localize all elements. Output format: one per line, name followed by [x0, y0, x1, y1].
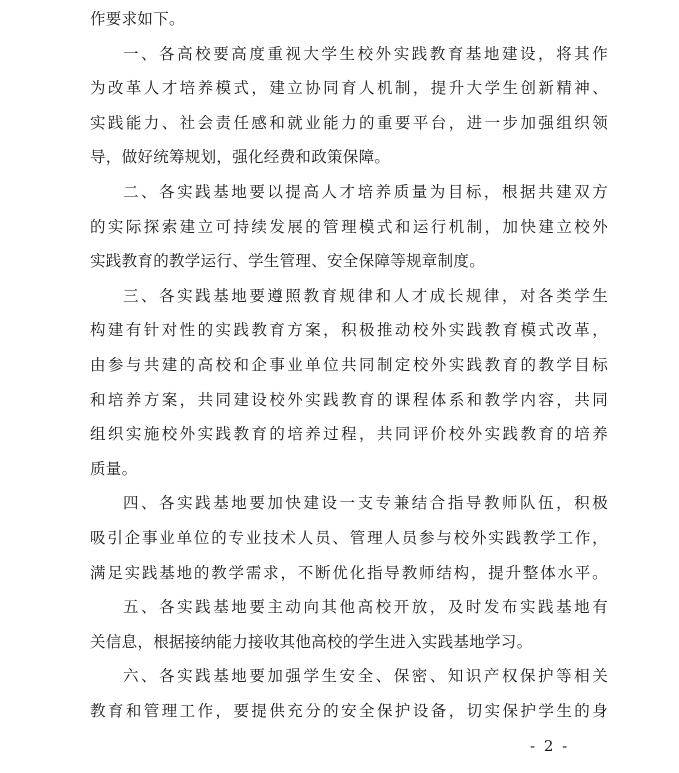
paragraph-5-line-1: 五、各实践基地要主动向其他高校开放，及时发布实践基地有	[123, 598, 608, 617]
paragraph-2-line-1: 二、各实践基地要以提高人才培养质量为目标，根据共建双方	[123, 182, 608, 201]
paragraph-3-line-2: 构建有针对性的实践教育方案，积极推动校外实践教育模式改革，	[90, 321, 608, 340]
paragraph-1-line-4: 导，做好统筹规划，强化经费和政策保障。	[90, 148, 391, 167]
paragraph-5-line-2: 关信息，根据接纳能力接收其他高校的学生进入实践基地学习。	[90, 632, 533, 651]
paragraph-2-line-3: 实践教育的教学运行、学生管理、安全保障等规章制度。	[90, 252, 486, 271]
paragraph-4-line-2: 吸引企事业单位的专业技术人员、管理人员参与校外实践教学工作，	[90, 528, 608, 547]
paragraph-2-line-2: 的实际探索建立可持续发展的管理模式和运行机制，加快建立校外	[90, 217, 608, 236]
page-number: - 2 -	[530, 737, 570, 755]
paragraph-1-line-2: 为改革人才培养模式，建立协同育人机制，提升大学生创新精神、	[90, 79, 608, 98]
paragraph-3-line-6: 质量。	[90, 459, 138, 478]
paragraph-1-line-3: 实践能力、社会责任感和就业能力的重要平台，进一步加强组织领	[90, 113, 608, 132]
paragraph-1-line-1: 一、各高校要高度重视大学生校外实践教育基地建设，将其作	[123, 44, 608, 63]
paragraph-3-line-3: 由参与共建的高校和企事业单位共同制定校外实践教育的教学目标	[90, 355, 608, 374]
paragraph-4-line-3: 满足实践基地的教学需求，不断优化指导教师结构，提升整体水平。	[90, 563, 608, 582]
paragraph-6-line-2: 教育和管理工作，要提供充分的安全保护设备，切实保护学生的身	[90, 701, 608, 720]
paragraph-3-line-4: 和培养方案，共同建设校外实践教育的课程体系和教学内容，共同	[90, 390, 608, 409]
text-line-1: 作要求如下。	[90, 10, 185, 28]
document-body	[90, 0, 608, 728]
paragraph-4-line-1: 四、各实践基地要加快建设一支专兼结合指导教师队伍，积极	[123, 494, 608, 513]
paragraph-6-line-1: 六、各实践基地要加强学生安全、保密、知识产权保护等相关	[123, 667, 608, 686]
paragraph-3-line-1: 三、各实践基地要遵照教育规律和人才成长规律，对各类学生	[123, 286, 608, 305]
paragraph-3-line-5: 组织实施校外实践教育的培养过程，共同评价校外实践教育的培养	[90, 425, 608, 444]
